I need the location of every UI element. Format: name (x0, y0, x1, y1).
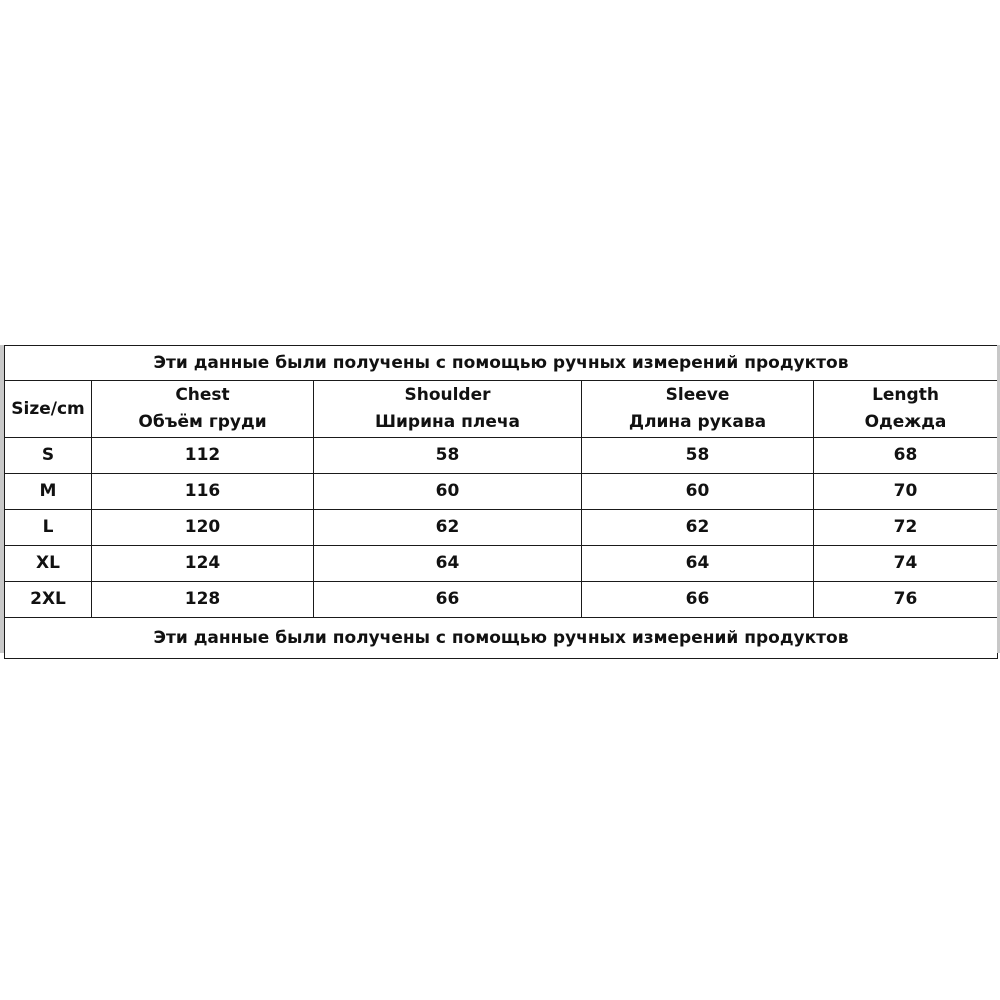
header-shoulder (314, 381, 582, 438)
top-note: Эти данные были получены с помощью ручных измерений продуктов (5, 346, 998, 381)
cell-size: XL (5, 546, 92, 582)
header-length (814, 381, 998, 438)
bottom-note: Эти данные были получены с помощью ручных измерений продуктов (5, 618, 998, 659)
cell-shoulder: 58 (314, 438, 582, 474)
cell-sleeve: 60 (582, 474, 814, 510)
table-row (5, 510, 998, 546)
cell-length: 74 (814, 546, 998, 582)
header-length-en: Length (872, 385, 939, 405)
cell-size: L (5, 510, 92, 546)
header-shoulder-ru: Ширина плеча (375, 412, 520, 432)
header-sleeve-ru: Длина рукава (628, 412, 767, 432)
cell-shoulder: 62 (314, 510, 582, 546)
header-chest-ru: Объём груди (138, 412, 267, 432)
cell-shoulder: 64 (314, 546, 582, 582)
size-chart-table (4, 345, 998, 659)
table-row (5, 474, 998, 510)
table-row (5, 546, 998, 582)
header-chest-en: Chest (175, 385, 230, 405)
cell-chest: 128 (92, 582, 314, 618)
cell-size: S (5, 438, 92, 474)
cell-shoulder: 60 (314, 474, 582, 510)
header-shoulder-en: Shoulder (404, 385, 491, 405)
cell-length: 70 (814, 474, 998, 510)
header-size: Size/cm (5, 381, 92, 438)
cell-length: 68 (814, 438, 998, 474)
cell-shoulder: 66 (314, 582, 582, 618)
table-row (5, 438, 998, 474)
cell-chest: 116 (92, 474, 314, 510)
header-length-ru: Одежда (864, 412, 947, 432)
cell-chest: 112 (92, 438, 314, 474)
cell-sleeve: 64 (582, 546, 814, 582)
bottom-note-row (5, 618, 998, 659)
header-chest (92, 381, 314, 438)
cell-size: M (5, 474, 92, 510)
cell-sleeve: 62 (582, 510, 814, 546)
cell-chest: 124 (92, 546, 314, 582)
cell-length: 76 (814, 582, 998, 618)
cell-sleeve: 58 (582, 438, 814, 474)
top-note-row (5, 346, 998, 381)
cell-chest: 120 (92, 510, 314, 546)
left-frame-edge (0, 345, 4, 653)
header-row (5, 381, 998, 438)
cell-size: 2XL (5, 582, 92, 618)
header-sleeve-en: Sleeve (665, 385, 730, 405)
table-row (5, 582, 998, 618)
cell-length: 72 (814, 510, 998, 546)
header-sleeve (582, 381, 814, 438)
cell-sleeve: 66 (582, 582, 814, 618)
